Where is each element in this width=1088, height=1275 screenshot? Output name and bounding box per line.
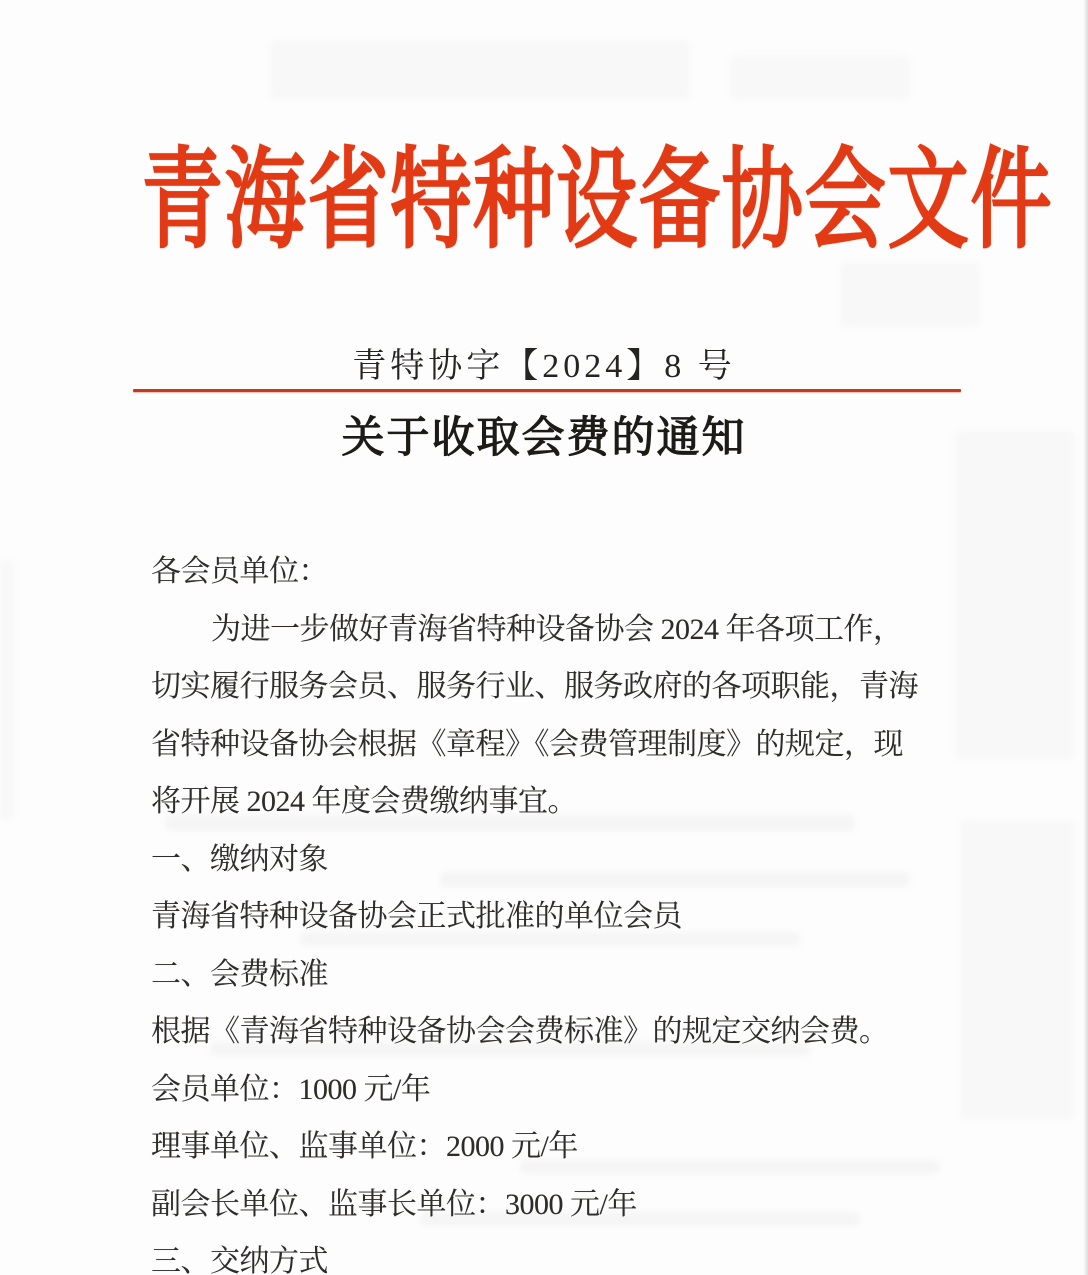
masthead-title: 青海省特种设备协会文件 <box>141 140 1054 262</box>
scan-artifact <box>270 40 690 100</box>
section-1-heading: 一、缴纳对象 <box>151 842 328 876</box>
scan-artifact <box>960 820 1075 1120</box>
fee-line-director: 理事单位、监事单位：2000 元/年 <box>151 1130 578 1163</box>
paragraph-line: 将开展 2024 年度会费缴纳事宜。 <box>151 785 577 818</box>
paragraph-line: 切实履行服务会员、服务行业、服务政府的各项职能，青海 <box>151 670 918 703</box>
page-edge-shadow <box>1083 0 1088 1275</box>
section-2-content: 根据《青海省特种设备协会会费标准》的规定交纳会费。 <box>151 1015 889 1048</box>
scan-artifact <box>955 430 1075 760</box>
paragraph-line: 为进一步做好青海省特种设备协会 2024 年各项工作， <box>211 612 903 646</box>
scan-artifact <box>0 560 14 820</box>
section-2-heading: 二、会费标准 <box>151 957 328 991</box>
document-body <box>151 543 961 1275</box>
scan-artifact <box>730 55 910 100</box>
section-1-content: 青海省特种设备协会正式批准的单位会员 <box>151 900 682 933</box>
fee-line-vice-president: 副会长单位、监事长单位：3000 元/年 <box>151 1187 637 1221</box>
salutation-line: 各会员单位： <box>151 555 328 588</box>
section-3-heading: 三、交纳方式 <box>151 1245 328 1275</box>
scan-artifact <box>840 262 980 327</box>
doc-number: 青特协字【2024】8 号 <box>352 348 736 385</box>
document-title: 关于收取会费的通知 <box>341 415 747 462</box>
fee-line-member: 会员单位：1000 元/年 <box>151 1072 431 1106</box>
red-divider-line <box>133 389 961 392</box>
paragraph-line: 省特种设备协会根据《章程》《会费管理制度》的规定，现 <box>151 727 903 761</box>
